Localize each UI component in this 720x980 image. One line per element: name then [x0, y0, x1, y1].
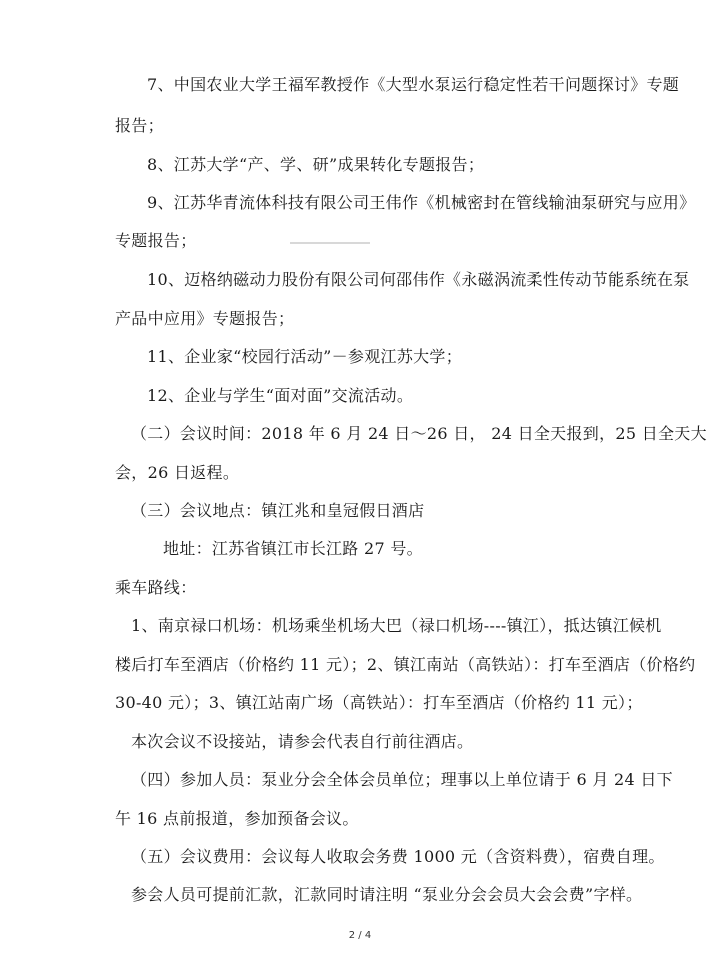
text-line-meeting-time-cont: 会，26 日返程。 [115, 463, 240, 482]
text-line-route-heading: 乘车路线： [115, 578, 197, 597]
text-line-remittance: 参会人员可提前汇款，汇款同时请注明 “泵业分会会员大会会费”字样。 [131, 885, 643, 904]
text-line-no-pickup: 本次会议不设接站，请参会代表自行前往酒店。 [131, 732, 474, 751]
text-line-meeting-venue: （三）会议地点：镇江兆和皇冠假日酒店 [131, 501, 425, 520]
text-line-fees: （五）会议费用：会议每人收取会务费 1000 元（含资料费），宿费自理。 [131, 847, 665, 866]
text-line-route-2: 楼后打车至酒店（价格约 11 元）；2、镇江南站（高铁站）：打车至酒店（价格约 [115, 655, 696, 674]
text-line-item9-cont: 专题报告； [115, 231, 197, 250]
text-line-item9: 9、江苏华青流体科技有限公司王伟作《机械密封在管线输油泵研究与应用》 [147, 193, 696, 212]
text-line-address: 地址：江苏省镇江市长江路 27 号。 [163, 539, 423, 558]
scan-artifact [290, 242, 370, 244]
text-line-item11: 11、企业家“校园行活动”－参观江苏大学； [147, 347, 463, 366]
text-line-route-3: 30-40 元）；3、镇江站南广场（高铁站）：打车至酒店（价格约 11 元）； [115, 693, 643, 712]
text-line-item7: 7、中国农业大学王福军教授作《大型水泵运行稳定性若干问题探讨》专题 [147, 75, 680, 94]
text-line-item8: 8、江苏大学“产、学、研”成果转化专题报告； [147, 155, 485, 174]
text-line-route-1: 1、南京禄口机场：机场乘坐机场大巴（禄口机场----镇江），抵达镇江候机 [131, 616, 662, 635]
text-line-participants: （四）参加人员：泵业分会全体会员单位；理事以上单位请于 6 月 24 日下 [131, 770, 673, 789]
text-line-participants-cont: 午 16 点前报道，参加预备会议。 [115, 809, 359, 828]
text-line-meeting-time: （二）会议时间：2018 年 6 月 24 日～26 日， 24 日全天报到，25 日全天大 [131, 424, 707, 443]
page-number: 2 / 4 [348, 930, 372, 941]
text-line-item10: 10、迈格纳磁动力股份有限公司何邵伟作《永磁涡流柔性传动节能系统在泵 [147, 270, 690, 289]
text-line-item12: 12、企业与学生“面对面”交流活动。 [147, 386, 414, 405]
text-line-item10-cont: 产品中应用》专题报告； [115, 309, 295, 328]
text-line-item7-cont: 报告； [115, 116, 164, 135]
